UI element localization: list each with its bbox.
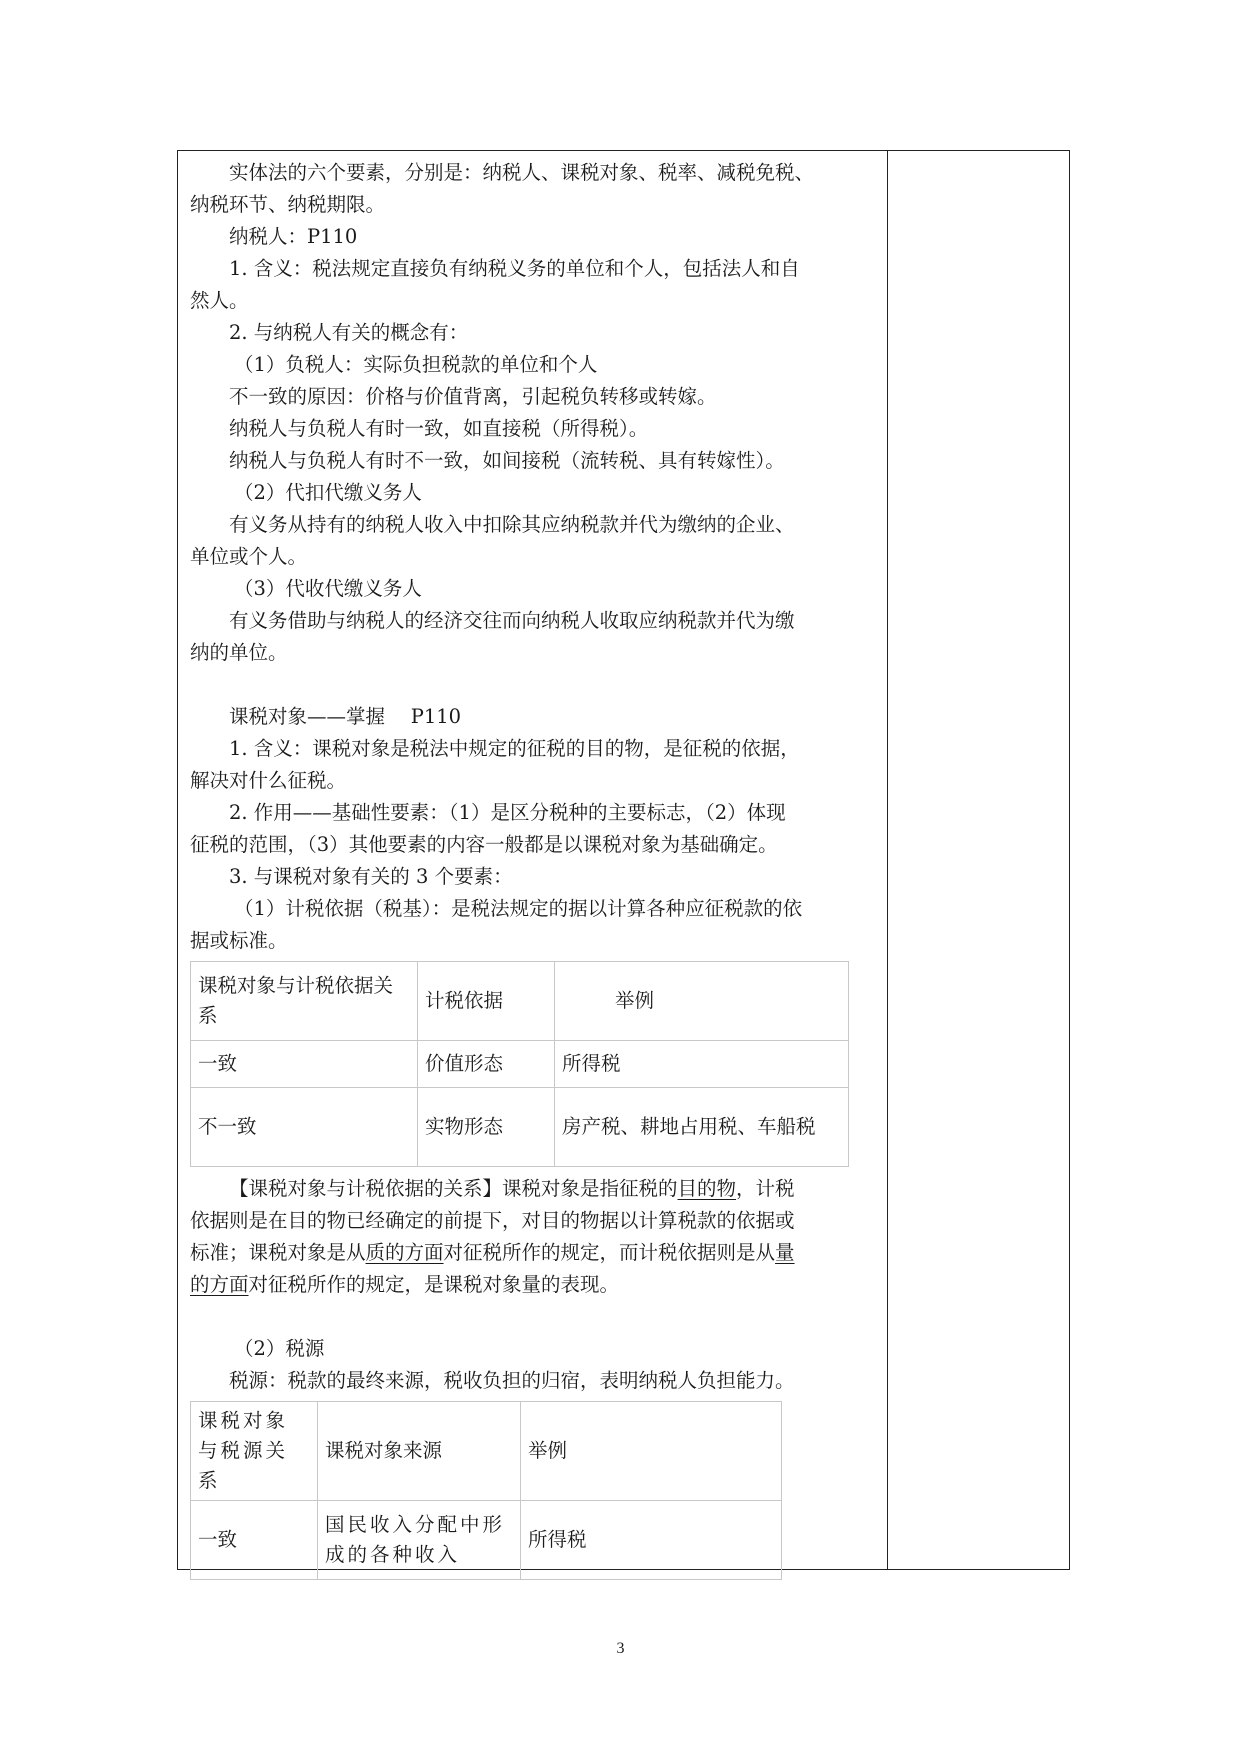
underlined-term: 的方面 — [190, 1273, 249, 1296]
underlined-term: 量 — [775, 1241, 795, 1264]
text-line: （2）代扣代缴义务人 — [234, 481, 422, 504]
table-header-cell: 举例 — [521, 1402, 782, 1501]
relation-paragraph-line: 标准；课税对象是从质的方面对征税所作的规定，而计税依据则是从量 — [190, 1241, 795, 1264]
text-line: 税源：税款的最终来源，税收负担的归宿，表明纳税人负担能力。 — [229, 1369, 795, 1392]
text-line: （3）代收代缴义务人 — [234, 577, 422, 600]
relation-paragraph-line: 的方面对征税所作的规定，是课税对象量的表现。 — [190, 1273, 620, 1296]
table-cell: 实物形态 — [418, 1088, 555, 1167]
text-line: 有义务借助与纳税人的经济交往而向纳税人收取应纳税款并代为缴 — [229, 609, 795, 632]
tax-source-relation-table — [190, 1401, 782, 1580]
relation-paragraph-line: 依据则是在目的物已经确定的前提下，对目的物据以计算税款的依据或 — [190, 1209, 795, 1232]
table-row — [191, 1088, 849, 1167]
section-heading: （2）税源 — [234, 1337, 325, 1360]
table-cell: 国民收入分配中形成的各种收入 — [318, 1501, 521, 1580]
text-line: （1）负税人：实际负担税款的单位和个人 — [234, 353, 598, 376]
text-line: 据或标准。 — [190, 929, 288, 952]
text-line: 1. 含义：课税对象是税法中规定的征税的目的物，是征税的依据， — [229, 737, 800, 760]
table-cell: 所得税 — [521, 1501, 782, 1580]
underlined-term: 质的方面 — [365, 1241, 444, 1264]
table-header-cell: 课税对象来源 — [318, 1402, 521, 1501]
text-line: 3. 与课税对象有关的 3 个要素： — [229, 865, 513, 888]
table-header-row — [191, 1402, 782, 1501]
column-divider — [887, 151, 888, 1569]
table-cell: 不一致 — [191, 1088, 418, 1167]
table-cell: 所得税 — [555, 1041, 849, 1088]
table-row — [191, 1041, 849, 1088]
text-line: 解决对什么征税。 — [190, 769, 347, 792]
text-line: 征税的范围，（3）其他要素的内容一般都是以课税对象为基础确定。 — [190, 833, 778, 856]
table-header-cell: 课税对象与计税依据关系 — [191, 962, 418, 1041]
tax-base-relation-table — [190, 961, 849, 1167]
underlined-term: 目的物 — [677, 1177, 737, 1200]
table-header-cell: 计税依据 — [418, 962, 555, 1041]
table-cell: 房产税、耕地占用税、车船税 — [555, 1088, 849, 1167]
page-number: 3 — [616, 1640, 625, 1657]
relation-paragraph-line: 【课税对象与计税依据的关系】课税对象是指征税的目的物，计税 — [229, 1177, 795, 1200]
table-cell: 价值形态 — [418, 1041, 555, 1088]
text-line: 有义务从持有的纳税人收入中扣除其应纳税款并代为缴纳的企业、 — [229, 513, 795, 536]
text-line: 纳的单位。 — [190, 641, 288, 664]
text-line: 单位或个人。 — [190, 545, 308, 568]
table-header-row — [191, 962, 849, 1041]
text-line: 不一致的原因：价格与价值背离，引起税负转移或转嫁。 — [229, 385, 717, 408]
text-line: 然人。 — [190, 289, 249, 312]
text-line: 纳税环节、纳税期限。 — [190, 193, 386, 216]
text-line: （1）计税依据（税基）：是税法规定的据以计算各种应征税款的依 — [234, 897, 803, 920]
text-line: 2. 与纳税人有关的概念有： — [229, 321, 469, 344]
table-cell: 一致 — [191, 1041, 418, 1088]
text-line: 纳税人：P110 — [229, 225, 358, 248]
main-content-cell — [190, 157, 880, 1586]
text-line: 实体法的六个要素，分别是：纳税人、课税对象、税率、减税免税、 — [229, 161, 815, 184]
table-row — [191, 1501, 782, 1580]
text-line: 纳税人与负税人有时一致，如直接税（所得税）。 — [229, 417, 649, 440]
text-line: 2. 作用——基础性要素：（1）是区分税种的主要标志，（2）体现 — [229, 801, 786, 824]
table-cell: 一致 — [191, 1501, 318, 1580]
table-header-cell: 课税对象与税源关系 — [191, 1402, 318, 1501]
page-frame-table — [177, 150, 1070, 1570]
text-line: 纳税人与负税人有时不一致，如间接税（流转税、具有转嫁性）。 — [229, 449, 785, 472]
table-header-cell: 举例 — [555, 962, 849, 1041]
text-line: 1. 含义：税法规定直接负有纳税义务的单位和个人，包括法人和自 — [229, 257, 800, 280]
section-heading: 课税对象——掌握 P110 — [229, 705, 462, 728]
